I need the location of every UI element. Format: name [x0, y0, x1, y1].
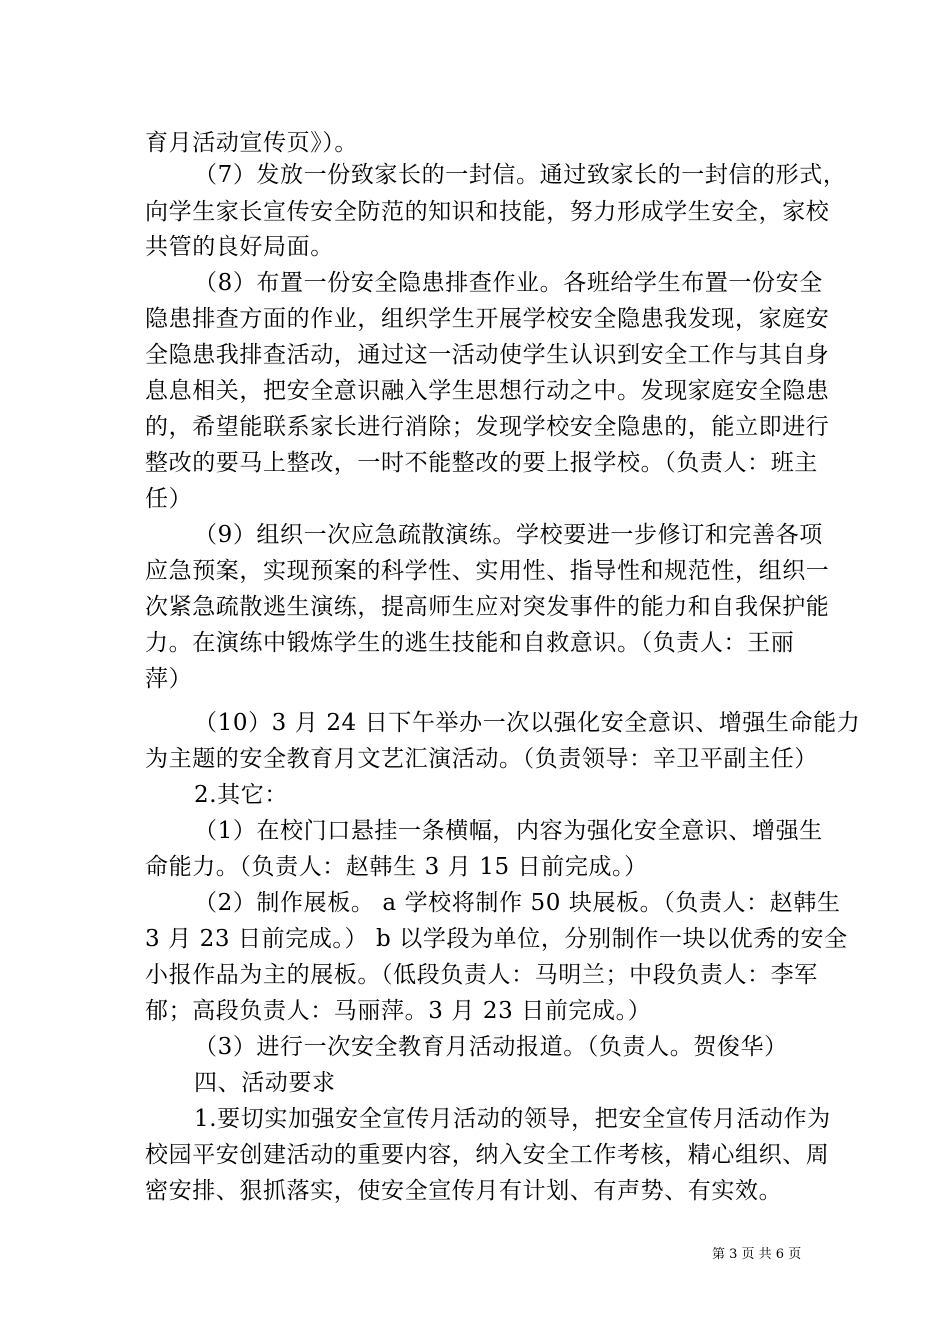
- text-line: 郁；高段负责人：马丽萍。3 月 23 日前完成。）: [145, 998, 652, 1024]
- text-line: （9）组织一次应急疏散演练。学校要进一步修订和完善各项: [194, 522, 823, 548]
- text-line: 校园平安创建活动的重要内容，纳入安全工作考核，精心组织、周: [145, 1142, 830, 1168]
- text-line: 力。在演练中锻炼学生的逃生技能和自救意识。（负责人：王丽: [145, 630, 795, 656]
- text-line: （2）制作展板。 a 学校将制作 50 块展板。（负责人：赵韩生: [194, 890, 841, 916]
- text-line: 育月活动宣传页》）。: [145, 130, 358, 156]
- text-line: 隐患排查方面的作业，组织学生开展学校安全隐患我发现，家庭安: [145, 306, 830, 332]
- text-line: 密安排、狠抓落实，使安全宣传月有计划、有声势、有实效。: [145, 1178, 783, 1204]
- text-line: 的，希望能联系家长进行消除；发现学校安全隐患的，能立即进行: [145, 414, 830, 440]
- text-line: 2.其它：: [194, 782, 288, 808]
- text-line: 共管的良好局面。: [145, 234, 334, 260]
- text-line: （8）布置一份安全隐患排查作业。各班给学生布置一份安全: [194, 270, 823, 296]
- text-line: （3）进行一次安全教育月活动报道。（负责人。贺俊华）: [194, 1034, 788, 1060]
- text-line: （10）3 月 24 日下午举办一次以强化安全意识、增强生命能力: [194, 710, 861, 736]
- page-number-footer: 第 3 页 共 6 页: [712, 1247, 802, 1262]
- text-line: 全隐患我排查活动，通过这一活动使学生认识到安全工作与其自身: [145, 342, 830, 368]
- text-line: （1）在校门口悬挂一条横幅，内容为强化安全意识、增强生: [194, 818, 823, 844]
- text-line: 小报作品为主的展板。（低段负责人：马明兰；中段负责人：李军: [145, 962, 818, 988]
- text-line: 1.要切实加强安全宣传月活动的领导，把安全宣传月活动作为: [194, 1106, 831, 1132]
- text-line: （7）发放一份致家长的一封信。通过致家长的一封信的形式，: [194, 162, 847, 188]
- text-line: 息息相关，把安全意识融入学生思想行动之中。发现家庭安全隐患: [145, 378, 830, 404]
- text-line: 次紧急疏散逃生演练，提高师生应对突发事件的能力和自我保护能: [145, 594, 830, 620]
- text-line: 整改的要马上整改，一时不能整改的要上报学校。（负责人：班主: [145, 450, 818, 476]
- section-heading: 四、活动要求: [194, 1070, 336, 1096]
- text-line: 向学生家长宣传安全防范的知识和技能，努力形成学生安全，家校: [145, 199, 830, 225]
- text-line: 任）: [145, 486, 193, 512]
- text-line: 3 月 23 日前完成。） b 以学段为单位，分别制作一块以优秀的安全: [145, 926, 848, 952]
- text-line: 萍）: [145, 666, 193, 692]
- text-line: 命能力。（负责人：赵韩生 3 月 15 日前完成。）: [145, 854, 648, 880]
- text-line: 应急预案，实现预案的科学性、实用性、指导性和规范性，组织一: [145, 558, 830, 584]
- text-line: 为主题的安全教育月文艺汇演活动。（负责领导：辛卫平副主任）: [145, 746, 818, 772]
